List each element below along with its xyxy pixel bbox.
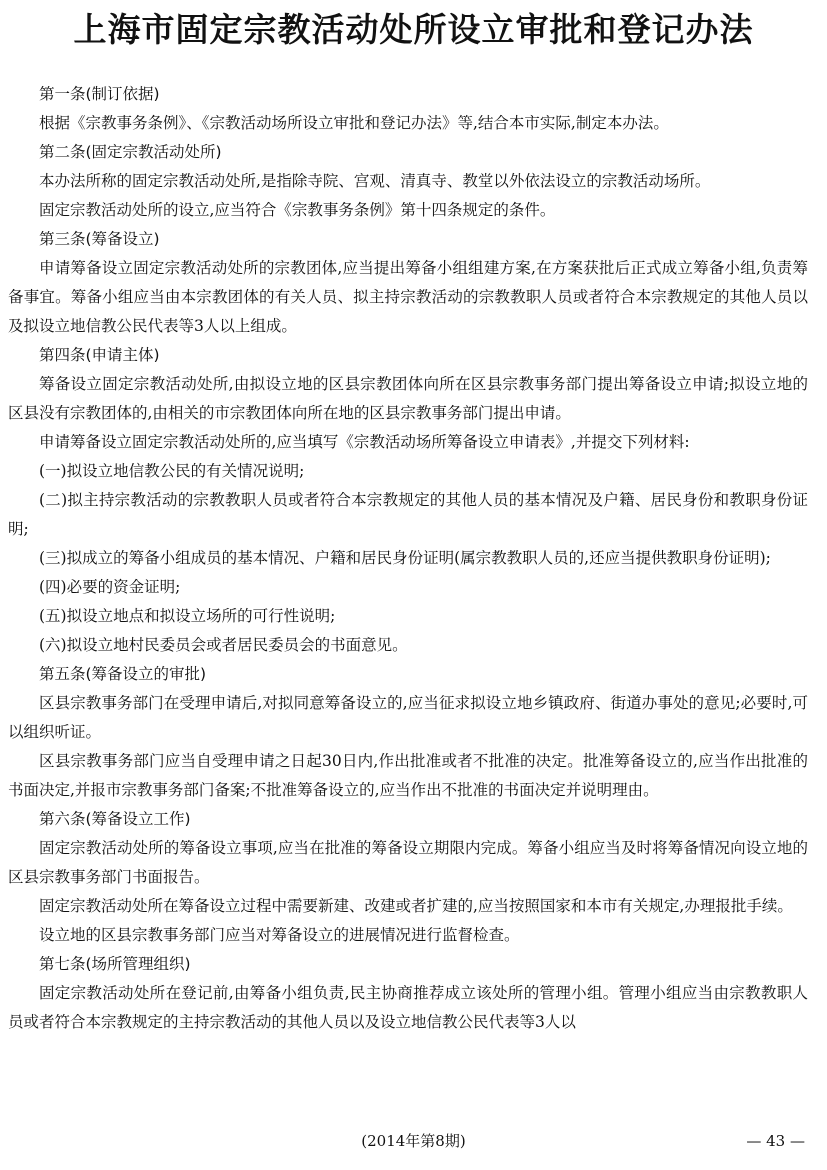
list-item: (五)拟设立地点和拟设立场所的可行性说明; xyxy=(39,607,336,625)
paragraph: 申请筹备设立固定宗教活动处所的,应当填写《宗教活动场所筹备设立申请表》,并提交下列材料: xyxy=(39,433,690,451)
article-heading: 第六条(筹备设立工作) xyxy=(39,810,191,828)
list-item: (四)必要的资金证明; xyxy=(39,578,181,596)
article-heading: 第二条(固定宗教活动处所) xyxy=(39,143,222,161)
paragraph: 筹备设立固定宗教活动处所,由拟设立地的区县宗教团体向所在区县宗教事务部门提出筹备设立申请;拟设立地的区县没有宗教团体的,由相关的市宗教团体向所在地的区县宗教事务部门提出申请。 xyxy=(8,375,808,422)
paragraph: 固定宗教活动处所的设立,应当符合《宗教事务条例》第十四条规定的条件。 xyxy=(39,201,556,219)
article-heading: 第四条(申请主体) xyxy=(39,346,160,364)
list-item: (三)拟成立的筹备小组成员的基本情况、户籍和居民身份证明(属宗教教职人员的,还应当提供教职身份证明); xyxy=(39,549,771,567)
paragraph: 本办法所称的固定宗教活动处所,是指除寺院、宫观、清真寺、教堂以外依法设立的宗教活动场所。 xyxy=(39,172,711,190)
page-number: — 43 — xyxy=(746,1132,805,1150)
list-item: (一)拟设立地信教公民的有关情况说明; xyxy=(39,462,305,480)
paragraph: 设立地的区县宗教事务部门应当对筹备设立的进展情况进行监督检查。 xyxy=(39,926,520,944)
document-title: 上海市固定宗教活动处所设立审批和登记办法 xyxy=(73,10,754,49)
article-heading: 第一条(制订依据) xyxy=(39,85,160,103)
paragraph: 区县宗教事务部门应当自受理申请之日起30日内,作出批准或者不批准的决定。批准筹备设立的,应当作出批准的书面决定,并报市宗教事务部门备案;不批准筹备设立的,应当作出不批准的书面决定并说明理由。 xyxy=(8,752,808,799)
article-heading: 第五条(筹备设立的审批) xyxy=(39,665,207,683)
paragraph: 固定宗教活动处所在筹备设立过程中需要新建、改建或者扩建的,应当按照国家和本市有关规定,办理报批手续。 xyxy=(39,897,793,915)
article-heading: 第三条(筹备设立) xyxy=(39,230,160,248)
paragraph: 固定宗教活动处所的筹备设立事项,应当在批准的筹备设立期限内完成。筹备小组应当及时将筹备情况向设立地的区县宗教事务部门书面报告。 xyxy=(8,839,808,886)
document-body xyxy=(8,80,808,1037)
paragraph: 申请筹备设立固定宗教活动处所的宗教团体,应当提出筹备小组组建方案,在方案获批后正式成立筹备小组,负责筹备事宜。筹备小组应当由本宗教团体的有关人员、拟主持宗教活动的宗教教职人员或者符合本宗教规定的其他人员以及拟设立地信教公民代表等3人以上组成。 xyxy=(8,259,808,335)
list-item: (二)拟主持宗教活动的宗教教职人员或者符合本宗教规定的其他人员的基本情况及户籍、居民身份和教职身份证明; xyxy=(8,491,808,538)
list-item: (六)拟设立地村民委员会或者居民委员会的书面意见。 xyxy=(39,636,408,654)
paragraph: 区县宗教事务部门在受理申请后,对拟同意筹备设立的,应当征求拟设立地乡镇政府、街道办事处的意见;必要时,可以组织听证。 xyxy=(8,694,808,741)
article-heading: 第七条(场所管理组织) xyxy=(39,955,191,973)
paragraph: 根据《宗教事务条例》、《宗教活动场所设立审批和登记办法》等,结合本市实际,制定本办法。 xyxy=(39,114,669,132)
paragraph: 固定宗教活动处所在登记前,由筹备小组负责,民主协商推荐成立该处所的管理小组。管理小组应当由宗教教职人员或者符合本宗教规定的主持宗教活动的其他人员以及设立地信教公民代表等3人以 xyxy=(8,984,808,1031)
issue-label: (2014年第8期) xyxy=(361,1132,466,1150)
